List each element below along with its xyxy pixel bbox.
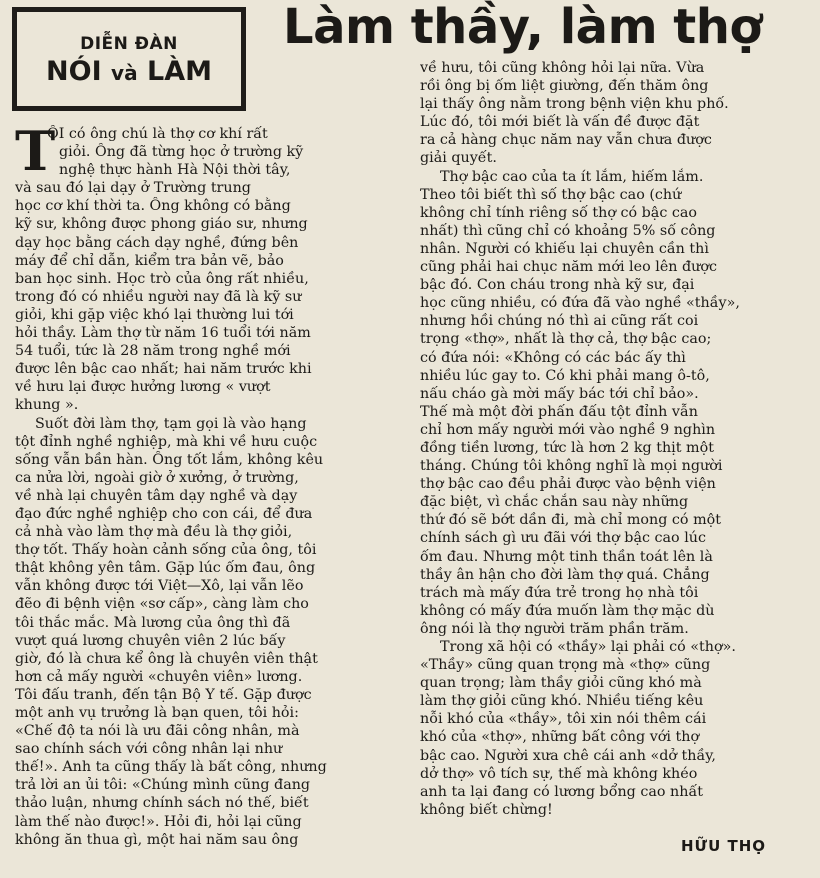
text-line: một anh vụ trưởng là bạn quen, tôi hỏi:: [15, 705, 299, 721]
text-line: 54 tuổi, tức là 28 năm trong nghề mới: [15, 343, 291, 360]
text-line: chỉ hơn mấy người mới vào nghề 9 nghìn: [420, 421, 716, 438]
text-line: đặc biệt, vì chắc chắn sau này những: [420, 494, 689, 511]
text-line: ra cả hàng chục năm nay vẫn chưa được: [420, 132, 712, 149]
text-line: nhưng hồi chúng nó thì ai cũng rất coi: [420, 313, 699, 330]
text-line: trả lời an ủi tôi: «Chúng mình cũng đang: [15, 777, 311, 794]
rubric-section: DIỄN ĐÀN: [80, 34, 178, 54]
text-line: Trong xã hội có «thầy» lại phải có «thợ».: [440, 639, 736, 655]
rubric-title-lam: LÀM: [147, 56, 212, 87]
text-line: nhất) thì cũng chỉ có khoảng 5% số công: [420, 222, 716, 239]
text-line: không biết chừng!: [420, 801, 553, 818]
text-line: rồi ông bị ốm liệt giường, đến thăm ông: [420, 78, 709, 95]
text-line: về hưu, tôi cũng không hỏi lại nữa. Vừa: [420, 60, 705, 76]
text-line: Tôi đấu tranh, đến tận Bộ Y tế. Gặp được: [15, 686, 312, 703]
text-line: sao chính sách với công nhân lại như: [15, 741, 283, 758]
text-line: cũng phải hai chục năm mới leo lên được: [420, 259, 718, 276]
text-line: được lên bậc cao nhất; hai năm trước khi: [15, 361, 312, 378]
text-line: đồng tiền lương, tức là hơn 2 kg thịt một: [420, 439, 714, 456]
text-line: thứ đó sẽ bớt dần đi, mà chỉ mong có một: [420, 512, 721, 529]
text-line: tôi thắc mắc. Mà lương của ông thì đã: [15, 614, 291, 631]
text-line: khung ».: [15, 397, 79, 414]
text-line: không có mấy đứa muốn làm thợ mặc dù: [420, 602, 715, 619]
text-line: nghệ thực hành Hà Nội thời tây,: [59, 162, 291, 179]
text-line: nhiều lúc gay to. Có khi phải mang ô-tô,: [420, 367, 710, 384]
text-line: không ăn thua gì, một hai năm sau ông: [15, 831, 299, 848]
text-line: Thợ bậc cao của ta ít lắm, hiếm lắm.: [440, 168, 704, 185]
text-line: trọng «thợ», nhất là thợ cả, thợ bậc cao;: [420, 331, 712, 348]
rubric-title: [17, 56, 241, 89]
text-line: giờ, đó là chưa kể ông là chuyên viên thật: [15, 650, 318, 667]
text-line: Thế mà một đời phấn đấu tột đỉnh vẫn: [420, 403, 698, 420]
text-line: Theo tôi biết thì số thợ bậc cao (chứ: [420, 186, 682, 203]
text-line: học cũng nhiều, có đứa đã vào nghề «thầy»,: [420, 295, 740, 312]
text-line: nấu cháo gà mời mấy bác tới chỉ bảo».: [420, 385, 699, 402]
text-line: ban học sinh. Học trò của ông rất nhiều,: [15, 270, 309, 287]
text-line: cả nhà vào làm thợ mà đều là thợ giỏi,: [15, 524, 293, 541]
text-line: làm thế nào được!». Hỏi đi, hỏi lại cũng: [15, 813, 302, 830]
text-line: về hưu lại được hưởng lương « vượt: [15, 379, 271, 396]
text-line: thảo luận, nhưng chính sách nó thế, biết: [15, 795, 309, 812]
text-line: dạy học bằng cách dạy nghề, đứng bên: [15, 234, 299, 251]
text-line: khó của «thợ», những bất công với thợ: [420, 729, 700, 746]
drop-cap: T: [15, 119, 56, 183]
text-line: tháng. Chúng tôi không nghĩ là mọi người: [420, 458, 723, 475]
text-line: chính sách gì ưu đãi với thợ bậc cao lúc: [420, 530, 706, 547]
text-line: giỏi, khi gặp việc khó lại thường lui tới: [15, 306, 294, 323]
text-line: bậc đó. Con cháu trong nhà kỹ sư, đại: [420, 277, 695, 294]
text-line: kỹ sư, không được phong giáo sư, nhưng: [15, 216, 308, 233]
text-line: Suốt đời làm thợ, tạm gọi là vào hạng: [35, 415, 307, 432]
text-line: có đứa nói: «Không có các bác ấy thì: [420, 349, 686, 366]
text-line: nhân. Người có khiếu lại chuyên cần thì: [420, 240, 709, 257]
text-line: không chỉ tính riêng số thợ có bậc cao: [420, 204, 698, 221]
text-line: học cơ khí thời ta. Ông không có bằng: [15, 198, 291, 215]
text-line: thế!». Anh ta cũng thấy là bất công, nhưng: [15, 759, 327, 776]
text-line: anh ta lại đang có lương bổng cao nhất: [420, 783, 703, 800]
text-line: làm thợ giỏi cũng khó. Nhiều tiếng kêu: [420, 693, 704, 710]
text-line: Lúc đó, tôi mới biết là vấn đề được đặt: [420, 114, 700, 131]
text-line: ông nói là thợ người trăm phần trăm.: [420, 620, 689, 637]
rubric-title-va: và: [111, 61, 138, 85]
text-line: thật không yên tâm. Gặp lúc ốm đau, ông: [15, 560, 316, 577]
text-line: «Thầy» cũng quan trọng mà «thợ» cũng: [420, 657, 711, 674]
text-line: nỗi khó của «thầy», tôi xin nói thêm cái: [420, 711, 707, 728]
text-line: bậc cao. Người xưa chê cái anh «dở thầy,: [420, 747, 716, 764]
text-line: hơn cả mấy người «chuyên viên» lương.: [15, 668, 303, 685]
text-line: vượt quá lương chuyên viên 2 lúc bấy: [15, 632, 286, 649]
text-line: dở thợ» vô tích sự, thế mà không khéo: [420, 765, 698, 782]
text-line: ốm đau. Nhưng một tinh thần toát lên là: [420, 548, 713, 565]
text-line: về nhà lại chuyên tâm dạy nghề và dạy: [15, 487, 298, 504]
text-line: thợ tốt. Thấy hoàn cảnh sống của ông, tôi: [15, 542, 317, 559]
text-line: ca nửa lời, ngoài giờ ở xưởng, ở trường,: [15, 469, 299, 486]
text-line: giải quyết.: [420, 150, 497, 167]
article-column-left: [15, 119, 393, 849]
text-line: đẽo đi bệnh viện «sơ cấp», càng làm cho: [15, 596, 309, 613]
text-line: giỏi. Ông đã từng học ở trường kỹ: [59, 144, 304, 161]
text-line: hỏi thầy. Làm thợ từ năm 16 tuổi tới năm: [15, 325, 311, 342]
text-line: trách mà mấy đứa trẻ trong họ nhà tôi: [420, 584, 699, 601]
text-line: tột đỉnh nghề nghiệp, mà khi về hưu cuộc: [15, 433, 318, 450]
text-line: trong đó có nhiều người nay đã là kỹ sư: [15, 288, 302, 305]
text-line: đạo đức nghề nghiệp cho con cái, để đưa: [15, 505, 313, 522]
text-line: quan trọng; làm thầy giỏi cũng khó mà: [420, 675, 702, 692]
text-line: thợ bậc cao đều phải được vào bệnh viện: [420, 476, 716, 493]
article-headline: Làm thầy, làm thợ: [283, 0, 762, 55]
text-line: «Chế độ ta nói là ưu đãi công nhân, mà: [15, 723, 300, 740]
text-line: máy để chỉ dẫn, kiểm tra bản vẽ, bảo: [15, 252, 284, 269]
text-line: sống vẫn bần hàn. Ông tốt lắm, không kêu: [15, 451, 324, 468]
rubric-title-noi: NÓI: [46, 56, 102, 87]
text-line: và sau đó lại dạy ở Trường trung: [15, 180, 251, 197]
text-line: lại thấy ông nằm trong bệnh viện khu phố.: [420, 96, 729, 113]
column-rubric-box: [12, 7, 246, 111]
article-column-right: [420, 59, 788, 819]
text-line: vẫn không được tới Việt—Xô, lại vẫn lẽo: [15, 578, 304, 595]
text-line: ÔI có ông chú là thợ cơ khí rất: [47, 126, 268, 142]
author-signature: HỮU THỌ: [681, 837, 767, 855]
text-line: thầy ân hận cho đời làm thợ quá. Chẳng: [420, 566, 710, 583]
